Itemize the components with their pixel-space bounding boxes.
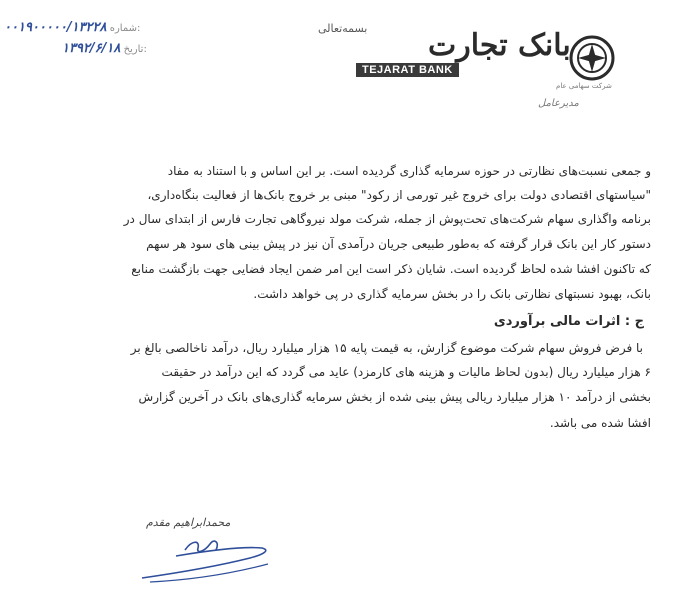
letter-number-label: شماره: bbox=[109, 23, 141, 34]
body-line: ۶ هزار میلیارد ریال (بدون لحاظ مالیات و هزینه های کارمزد) عاید می گردد که این درآمد در حقیقت bbox=[161, 365, 651, 379]
body-line: دستور کار این بانک قرار گرفته که به‌طور طبیعی جریان درآمدی آن نیز در پیش بینی های سود هر سهم bbox=[146, 237, 651, 251]
bank-subtitle: شرکت سهامی عام bbox=[556, 82, 612, 90]
letter-number-row bbox=[4, 20, 140, 35]
signatory-name: محمدابراهیم مقدم bbox=[146, 516, 231, 529]
bank-name-english: TEJARAT BANK bbox=[356, 63, 459, 77]
body-line: بانک، بهبود نسبتهای نظارتی بانک را در بخش سرمایه گذاری در پی خواهد داشت. bbox=[253, 287, 651, 301]
letter-number-value: ۰۰۱۹۰۰۰۰۰/۱۳۲۲۸ bbox=[4, 20, 107, 35]
letter-date-value: ۱۳۹۲/۶/۱۸ bbox=[62, 41, 121, 56]
tejarat-emblem-icon bbox=[568, 34, 616, 86]
signature-scribble bbox=[130, 530, 280, 589]
ceo-stamp: مدیرعامل bbox=[538, 98, 579, 109]
body-line: که تاکنون افشا شده لحاظ گردیده است. شایان ذکر است این امر ضمن ایجاد فضایی جهت بازگشت منابع bbox=[131, 262, 651, 276]
body-line: برنامه واگذاری سهام شرکت‌های تحت‌پوش از جمله، شرکت مولد نیروگاهی تجارت فارس از ابتدای سال در bbox=[123, 212, 651, 226]
body-line: بخشی از درآمد ۱۰ هزار میلیارد ریالی پیش بینی شده از بخش سرمایه گذاری‌های بانک در آخرین گزارش bbox=[138, 390, 651, 404]
basmala-text: بسمه‌تعالی bbox=[318, 22, 368, 35]
section-heading: ج : اثرات مالی برآوردی bbox=[493, 314, 644, 329]
body-line: افشا شده می باشد. bbox=[549, 416, 651, 430]
body-line: و جمعی نسبت‌های نظارتی در حوزه سرمایه گذاری گردیده است. بر این اساس و با استناد به مفاد bbox=[167, 164, 651, 178]
letter-date-label: تاریخ: bbox=[123, 44, 147, 55]
body-line: با فرض فروش سهام شرکت موضوع گزارش، به قیمت پایه ۱۵ هزار میلیارد ریال، درآمد ناخالصی بالغ بر bbox=[130, 341, 643, 355]
letter-date-row bbox=[62, 41, 147, 56]
body-line: "سیاستهای اقتصادی دولت برای خروج غیر تورمی از رکود" مبنی بر خروج بانک‌ها از فعالیت بنگاه‌داری، bbox=[147, 188, 651, 202]
bank-name-persian: بانک تجارت bbox=[428, 28, 571, 63]
